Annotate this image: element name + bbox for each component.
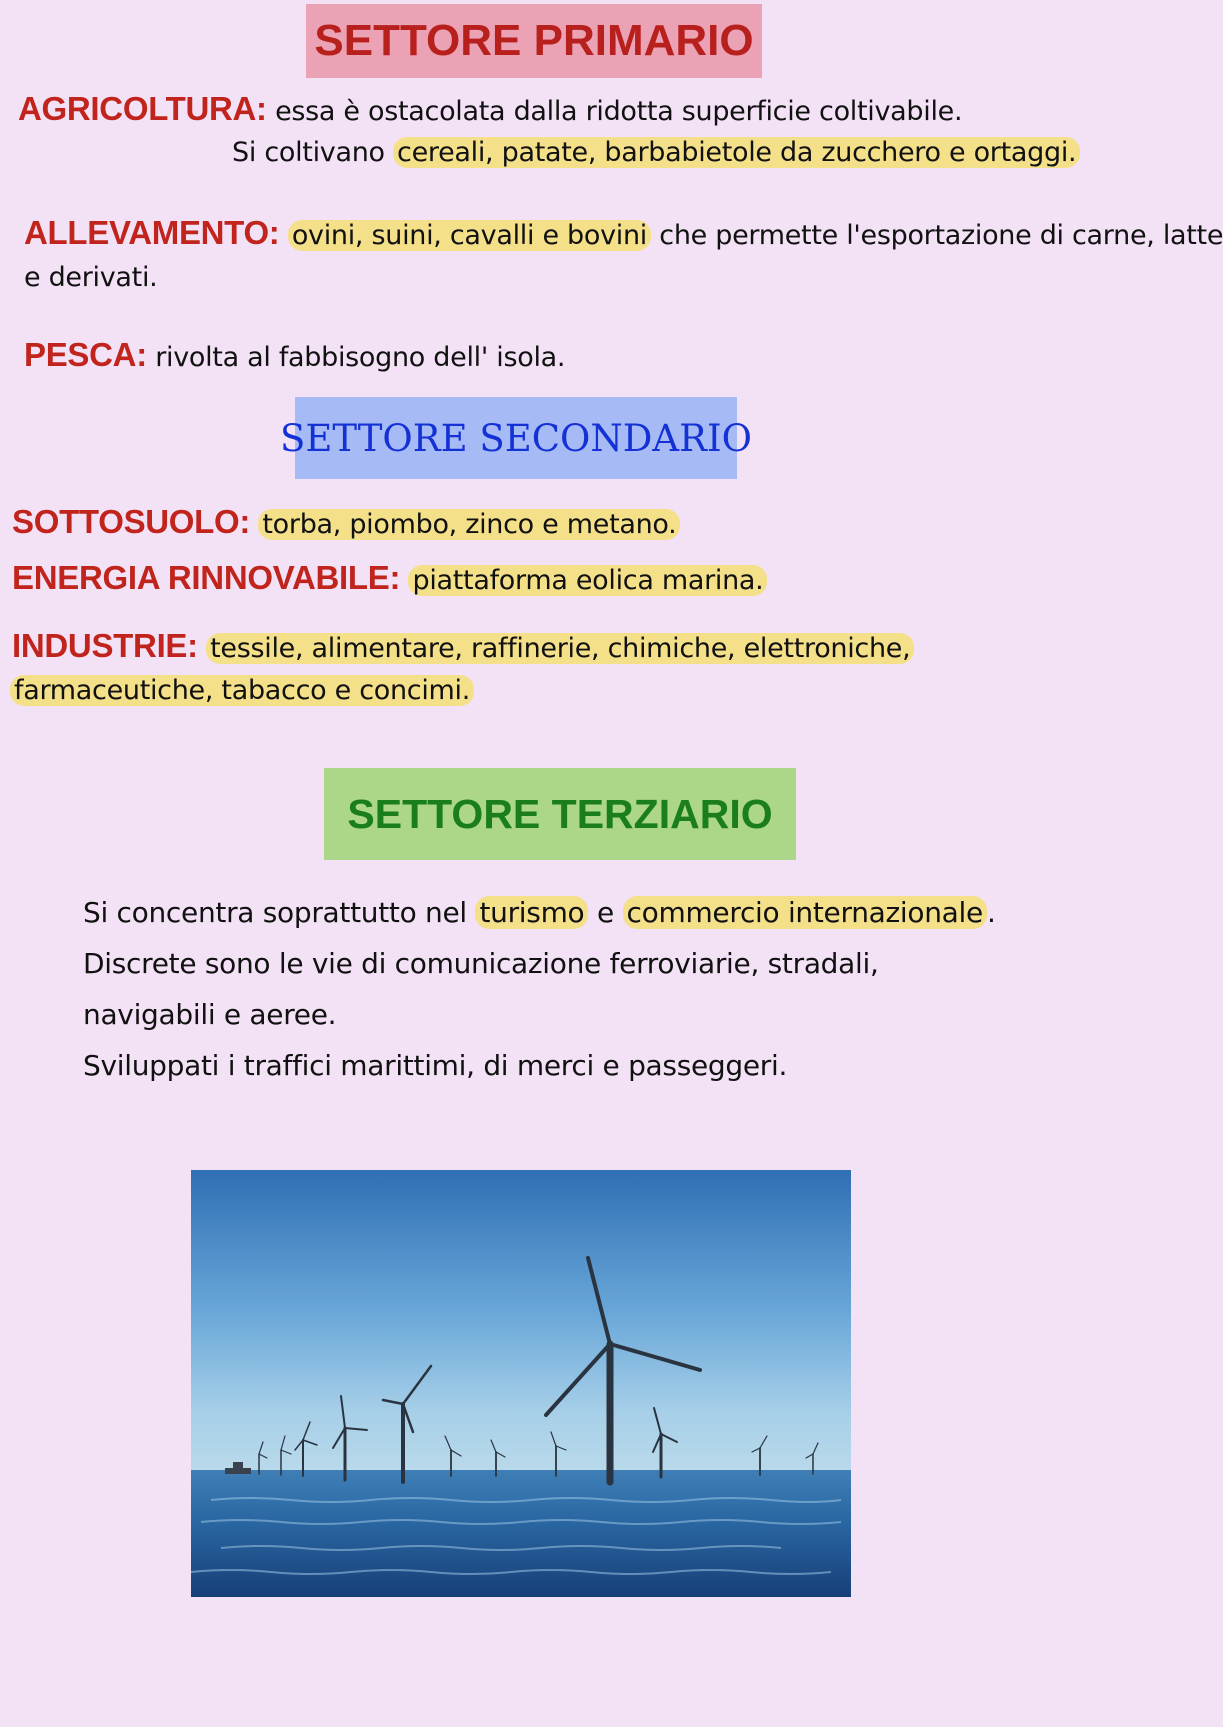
subsoil-highlight: torba, piombo, zinco e metano.: [258, 509, 680, 540]
tertiary-line-1-conj: e: [597, 896, 614, 929]
fishing-line: [24, 336, 565, 374]
tertiary-sector-title: SETTORE TERZIARIO: [347, 790, 773, 837]
renewable-energy-term: ENERGIA RINNOVABILE:: [12, 559, 401, 596]
agriculture-line: [18, 90, 962, 128]
tertiary-line-1-start: Si concentra soprattutto nel: [83, 896, 467, 929]
primary-sector-banner: [306, 4, 762, 78]
tourism-highlight: turismo: [475, 896, 588, 929]
renewable-energy-line: [12, 559, 767, 597]
commerce-highlight: commercio internazionale: [623, 896, 987, 929]
tertiary-line-4: Sviluppati i traffici marittimi, di merci e passeggeri.: [83, 1049, 788, 1082]
fishing-text: rivolta al fabbisogno dell' isola.: [155, 342, 566, 373]
secondary-sector-banner: [280, 397, 752, 479]
tertiary-line-3: navigabili e aeree.: [83, 998, 337, 1031]
fishing-term: PESCA:: [24, 336, 147, 373]
livestock-term: ALLEVAMENTO:: [24, 214, 280, 251]
livestock-line-2: e derivati.: [24, 262, 158, 293]
livestock-highlight: ovini, suini, cavalli e bovini: [288, 220, 651, 251]
industry-line-2: [10, 675, 474, 706]
tertiary-line-1: [83, 896, 996, 929]
industry-highlight-2: farmaceutiche, tabacco e concimi.: [10, 675, 474, 706]
agriculture-term: AGRICOLTURA:: [18, 90, 267, 127]
tertiary-line-2: Discrete sono le vie di comunicazione ferroviarie, stradali,: [83, 947, 879, 980]
industry-line: [12, 627, 914, 665]
secondary-sector-title: SETTORE SECONDARIO: [280, 416, 752, 460]
tertiary-sector-banner: [324, 768, 796, 860]
livestock-line: [24, 214, 1223, 252]
agriculture-crops-prefix: Si coltivano: [232, 137, 385, 168]
subsoil-line: [12, 503, 680, 541]
industry-term: INDUSTRIE:: [12, 627, 198, 664]
agriculture-crops-highlight: cereali, patate, barbabietole da zucchero e ortaggi.: [393, 137, 1080, 168]
offshore-wind-farm-image: [191, 1170, 851, 1597]
renewable-energy-highlight: piattaforma eolica marina.: [408, 565, 767, 596]
primary-sector-title: SETTORE PRIMARIO: [314, 16, 754, 65]
tertiary-line-1-end: .: [986, 896, 996, 929]
agriculture-text: essa è ostacolata dalla ridotta superficie coltivabile.: [275, 96, 963, 127]
agriculture-crops-line: [232, 137, 1080, 168]
industry-highlight-1: tessile, alimentare, raffinerie, chimiche, elettroniche,: [206, 633, 914, 664]
subsoil-term: SOTTOSUOLO:: [12, 503, 251, 540]
livestock-text: che permette l'esportazione di carne, latte: [659, 220, 1223, 251]
